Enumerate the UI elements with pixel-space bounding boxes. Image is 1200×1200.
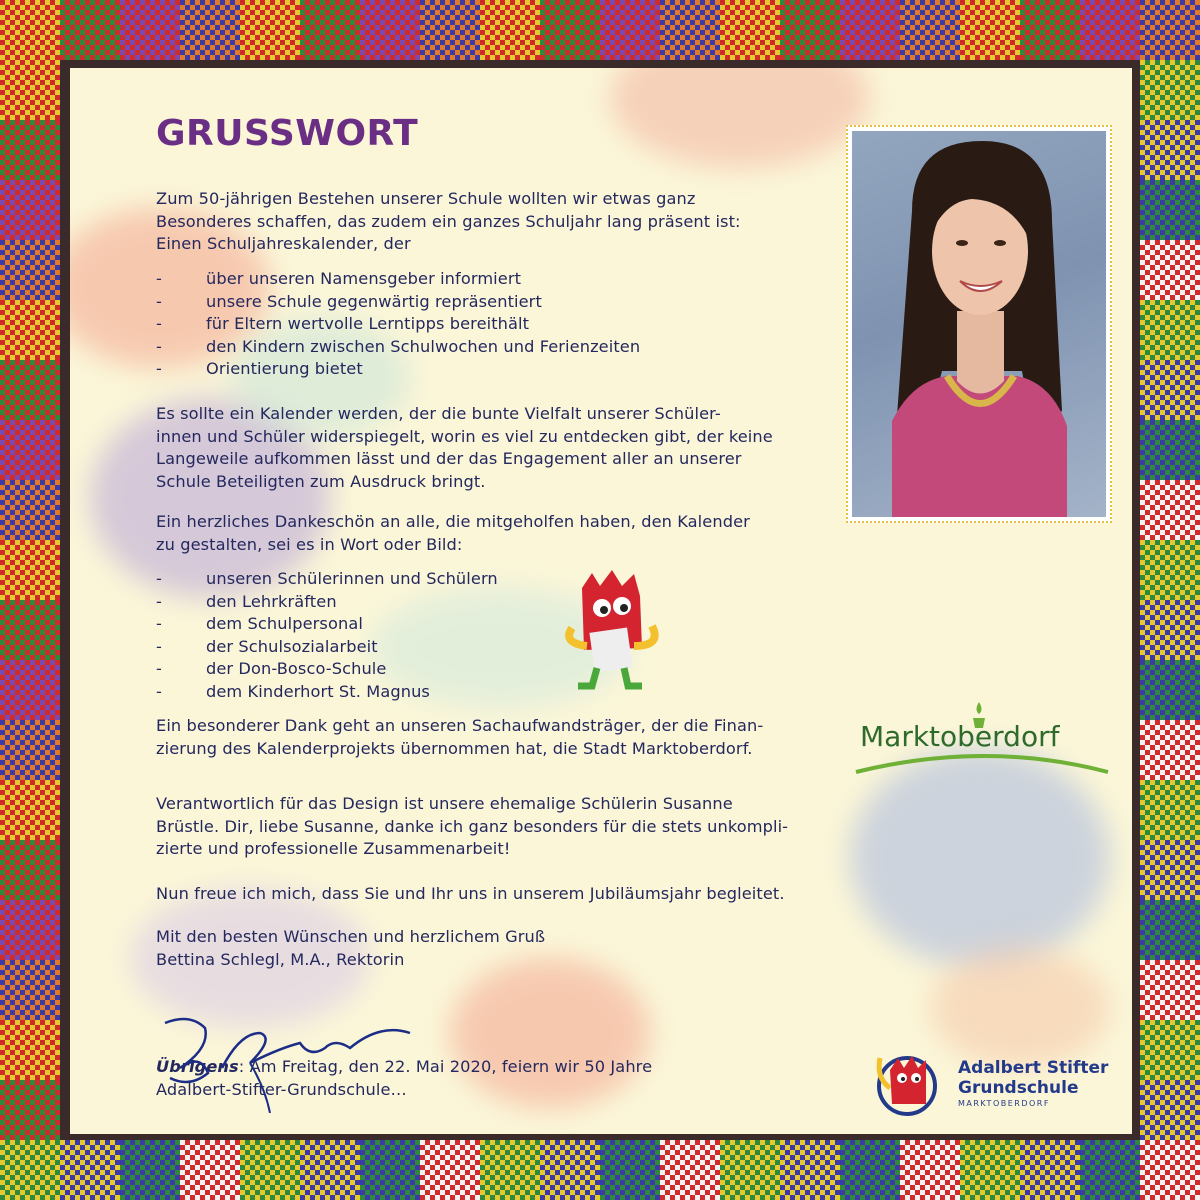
border-tile xyxy=(540,0,600,60)
closing-line: Mit den besten Wünschen und herzlichem Gruß xyxy=(156,927,546,946)
border-tile xyxy=(0,1020,60,1080)
border-tile xyxy=(1140,900,1200,960)
border-tile xyxy=(600,1140,660,1200)
para-sachaufwand xyxy=(156,715,846,760)
border-tile xyxy=(0,360,60,420)
text-line: innen und Schüler widerspiegelt, worin es viel zu entdecken gibt, der keine xyxy=(156,426,773,446)
border-tile xyxy=(0,960,60,1020)
mascot-illustration xyxy=(562,568,662,698)
border-tile xyxy=(1140,420,1200,480)
list-item: - dem Kinderhort St. Magnus xyxy=(156,681,756,704)
para-jubilaeum: Nun freue ich mich, dass Sie und Ihr uns in unserem Jubiläumsjahr begleitet. xyxy=(156,884,785,903)
school-logo-text xyxy=(958,1058,1108,1110)
border-tile xyxy=(1140,360,1200,420)
list-item: - den Kindern zwischen Schulwochen und Ferienzeiten xyxy=(156,336,756,359)
school-name-line: Grundschule xyxy=(958,1078,1079,1098)
para-vielfalt xyxy=(156,403,846,493)
border-tile xyxy=(780,1140,840,1200)
border-tile xyxy=(1140,1020,1200,1080)
border-tile xyxy=(1020,1140,1080,1200)
text-line: Langeweile aufkommen lässt und der das Engagement aller an unserer xyxy=(156,449,742,469)
border-tile xyxy=(1140,240,1200,300)
border-tile xyxy=(540,1140,600,1200)
border-tile xyxy=(0,1140,60,1200)
border-tile xyxy=(0,480,60,540)
border-tile xyxy=(1140,60,1200,120)
text-line: Brüstle. Dir, liebe Susanne, danke ich ganz besonders für die stets unkompli- xyxy=(156,816,789,836)
thanks-list xyxy=(156,568,756,704)
closing xyxy=(156,926,846,971)
text-line: Ein herzliches Dankeschön an alle, die mitgeholfen haben, den Kalender xyxy=(156,512,750,531)
border-tile xyxy=(0,600,60,660)
border-tile xyxy=(0,780,60,840)
border-tile xyxy=(180,0,240,60)
list-item: - unseren Schülerinnen und Schülern xyxy=(156,568,756,591)
border-tile xyxy=(900,0,960,60)
footnote-text: : Am Freitag, den 22. Mai 2020, feiern wir 50 Jahre xyxy=(238,1057,653,1076)
list-item: - dem Schulpersonal xyxy=(156,613,756,636)
list-item: - über unseren Namensgeber informiert xyxy=(156,268,756,291)
border-tile xyxy=(1080,0,1140,60)
border-tile xyxy=(1140,960,1200,1020)
border-tile xyxy=(900,1140,960,1200)
border-tile xyxy=(720,1140,780,1200)
border-tile xyxy=(60,0,120,60)
author-line: Bettina Schlegl, M.A., Rektorin xyxy=(156,949,405,969)
border-tile xyxy=(1140,720,1200,780)
border-tile xyxy=(1140,1140,1200,1200)
text-line: Es sollte ein Kalender werden, der die bunte Vielfalt unserer Schüler- xyxy=(156,404,721,423)
portrait-illustration xyxy=(852,131,1106,517)
border-tile xyxy=(0,60,60,120)
border-tile xyxy=(0,0,60,60)
footnote-label: Übrigens xyxy=(156,1057,239,1076)
text-line: zu gestalten, sei es in Wort oder Bild: xyxy=(156,534,463,554)
list-item: - unsere Schule gegenwärtig repräsentiert xyxy=(156,291,756,314)
portrait-photo xyxy=(852,131,1106,517)
border-tile xyxy=(1020,0,1080,60)
border-tile xyxy=(0,420,60,480)
border-tile xyxy=(0,1080,60,1140)
intro-line: Besonderes schaffen, das zudem ein ganzes Schuljahr lang präsent ist: xyxy=(156,211,741,231)
border-tile xyxy=(840,1140,900,1200)
border-tile xyxy=(1140,480,1200,540)
intro-line: Einen Schuljahreskalender, der xyxy=(156,234,411,254)
border-tile xyxy=(1140,300,1200,360)
border-tile xyxy=(780,0,840,60)
text-line: Ein besonderer Dank geht an unseren Sachaufwandsträger, der die Finan- xyxy=(156,716,764,735)
school-name-line: Adalbert Stifter xyxy=(958,1058,1109,1078)
letter-page xyxy=(70,68,1132,1134)
border-tile xyxy=(120,1140,180,1200)
border-tile xyxy=(420,1140,480,1200)
border-tile xyxy=(120,0,180,60)
border-tile xyxy=(1080,1140,1140,1200)
handwritten-signature xyxy=(150,993,430,1113)
border-tile xyxy=(180,1140,240,1200)
border-tile xyxy=(660,0,720,60)
border-tile xyxy=(0,120,60,180)
list-item: - der Schulsozialarbeit xyxy=(156,636,756,659)
border-tile xyxy=(1140,540,1200,600)
school-city-line: MARKTOBERDORF xyxy=(958,1099,1050,1108)
text-line: zierte und professionelle Zusammenarbeit! xyxy=(156,839,511,859)
border-tile xyxy=(0,180,60,240)
footnote-text: Adalbert-Stifter-Grundschule… xyxy=(156,1079,407,1099)
border-tile xyxy=(1140,1080,1200,1140)
text-line: zierung des Kalenderprojekts übernommen hat, die Stadt Marktoberdorf. xyxy=(156,738,753,758)
list-item: - der Don-Bosco-Schule xyxy=(156,658,756,681)
border-tile xyxy=(0,900,60,960)
border-tile xyxy=(1140,0,1200,60)
school-logo-emblem xyxy=(872,1048,942,1128)
border-tile xyxy=(0,240,60,300)
list-item: - den Lehrkräften xyxy=(156,591,756,614)
border-tile xyxy=(1140,660,1200,720)
border-tile xyxy=(720,0,780,60)
list-item-text: Orientierung bietet xyxy=(206,359,363,379)
goals-list xyxy=(156,268,756,381)
border-tile xyxy=(840,0,900,60)
intro-line: Zum 50-jährigen Bestehen unserer Schule wollten wir etwas ganz xyxy=(156,189,696,208)
border-tile xyxy=(0,840,60,900)
list-item: - für Eltern wertvolle Lerntipps bereithält xyxy=(156,313,756,336)
border-tile xyxy=(0,720,60,780)
border-tile xyxy=(960,1140,1020,1200)
border-tile xyxy=(360,0,420,60)
border-tile xyxy=(300,0,360,60)
portrait-frame xyxy=(846,125,1112,523)
text-line: Verantwortlich für das Design ist unsere ehemalige Schülerin Susanne xyxy=(156,794,733,813)
para-design xyxy=(156,793,846,861)
page-title: GRUSSWORT xyxy=(156,113,419,154)
border-tile xyxy=(1140,600,1200,660)
border-tile xyxy=(1140,120,1200,180)
intro-paragraph xyxy=(156,188,846,256)
border-tile xyxy=(0,540,60,600)
border-tile xyxy=(0,300,60,360)
border-tile xyxy=(240,1140,300,1200)
border-tile xyxy=(240,0,300,60)
border-tile xyxy=(960,0,1020,60)
list-item-continuation xyxy=(156,358,756,381)
border-tile xyxy=(1140,180,1200,240)
border-tile xyxy=(300,1140,360,1200)
marktoberdorf-wordmark: Marktoberdorf xyxy=(860,720,1060,753)
border-tile xyxy=(660,1140,720,1200)
border-tile xyxy=(1140,840,1200,900)
text-line: Schule Beteiligten zum Ausdruck bringt. xyxy=(156,471,486,491)
border-tile xyxy=(60,1140,120,1200)
border-tile xyxy=(420,0,480,60)
border-tile xyxy=(480,0,540,60)
border-tile xyxy=(0,660,60,720)
border-tile xyxy=(600,0,660,60)
para-dankeschoen xyxy=(156,511,846,556)
border-tile xyxy=(480,1140,540,1200)
border-tile xyxy=(360,1140,420,1200)
border-tile xyxy=(1140,780,1200,840)
